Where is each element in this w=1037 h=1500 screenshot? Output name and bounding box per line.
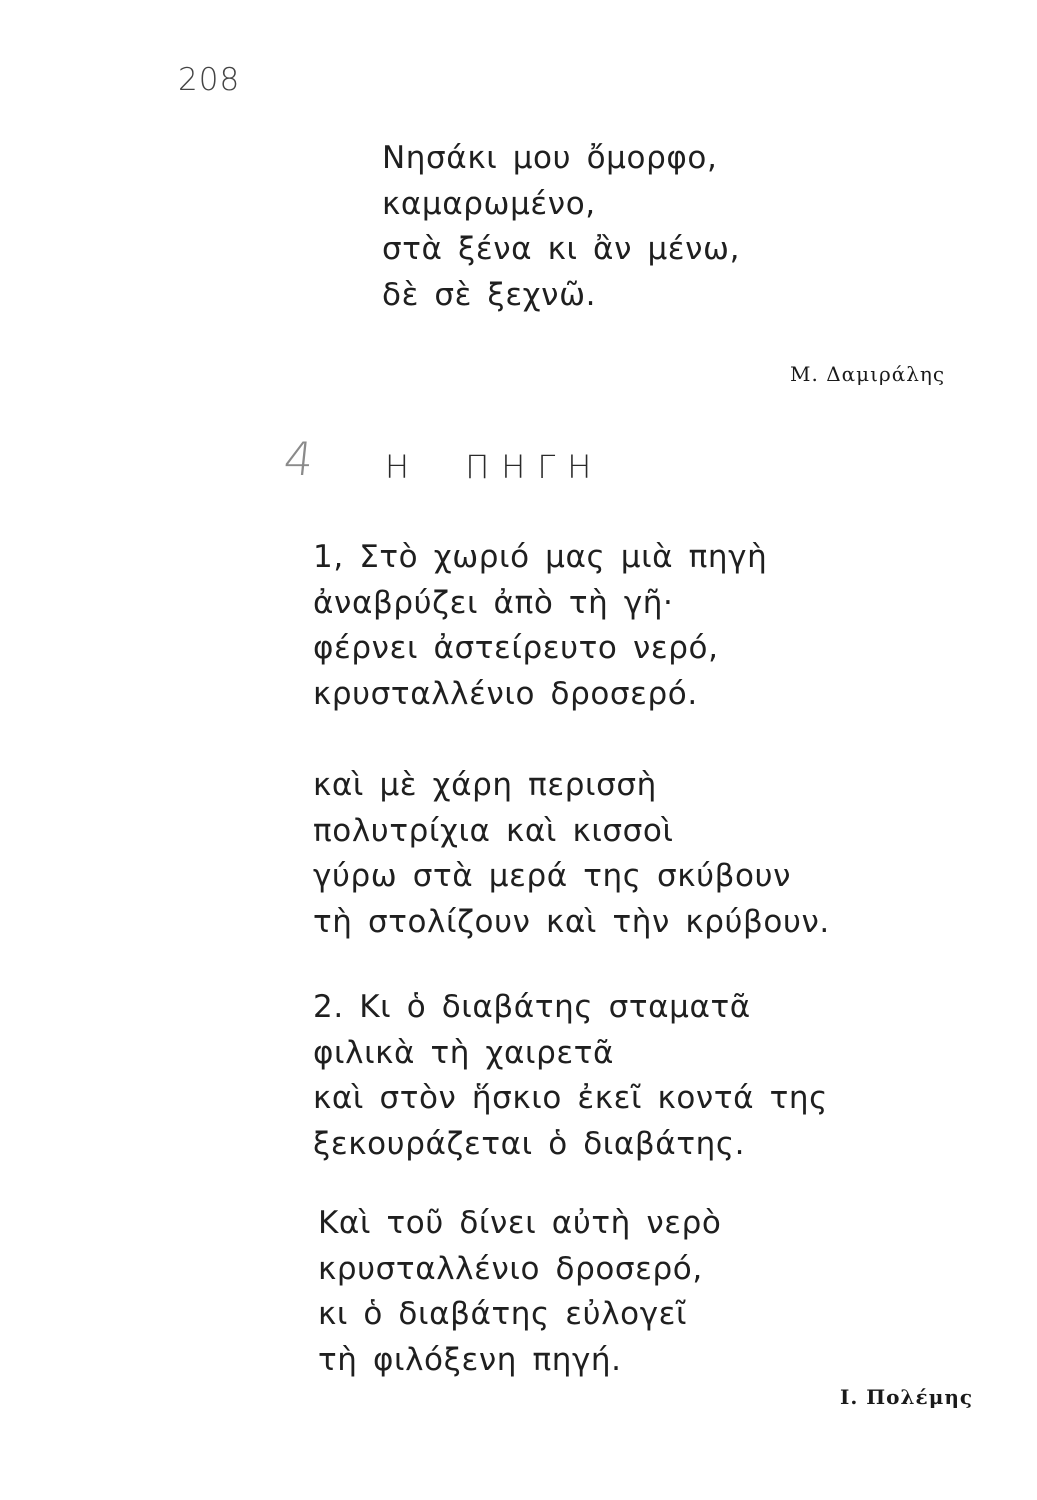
poem-title: Η ΠΗΓΗ	[385, 448, 604, 486]
verse-line: καὶ στὸν ἥσκιο ἐκεῖ κοντά της	[313, 1080, 828, 1116]
intro-stanza	[382, 136, 740, 318]
verse-line: στὰ ξένα κι ἂν μένω,	[382, 231, 741, 267]
verse-line: δὲ σὲ ξεχνῶ.	[382, 276, 597, 313]
page-number: 208	[178, 62, 241, 98]
verse-line: τὴ στολίζουν καὶ τὴν κρύβουν.	[313, 903, 830, 940]
verse-line: Καὶ τοῦ δίνει αὐτὴ νερὸ	[318, 1205, 722, 1241]
verse-line: Νησάκι μου ὄμορφο,	[382, 140, 718, 176]
verse-line: καὶ μὲ χάρη περισσὴ	[313, 767, 657, 803]
verse-line: κρυσταλλένιο δροσερό,	[318, 1250, 703, 1287]
verse-line: γύρω στὰ μερά της σκύβουν	[313, 858, 792, 894]
poem-stanza-3	[313, 985, 828, 1167]
poem-stanza-4	[318, 1201, 721, 1383]
poem-stanza-2	[313, 763, 830, 945]
verse-line: φιλικὰ τὴ χαιρετᾶ	[313, 1034, 615, 1071]
verse-line: ξεκουράζεται ὁ διαβάτης.	[313, 1125, 746, 1162]
verse-line: ἀναβρύζει ἀπὸ τὴ γῆ·	[313, 584, 674, 621]
verse-line: κι ὁ διαβάτης εὐλογεῖ	[318, 1296, 688, 1332]
poem-stanza-1	[313, 535, 767, 717]
intro-author: Μ. Δαμιράλης	[790, 362, 946, 386]
verse-line: φέρνει ἀστείρευτο νερό,	[313, 630, 719, 666]
handwritten-mark: 4	[281, 432, 317, 486]
verse-line: κρυσταλλένιο δροσερό.	[313, 675, 698, 712]
verse-line: πολυτρίχια καὶ κισσοὶ	[313, 812, 674, 849]
verse-line: καμαρωμένο,	[382, 185, 596, 222]
verse-line: 1, Στὸ χωριό μας μιὰ πηγὴ	[313, 539, 768, 575]
verse-line: 2. Κι ὁ διαβάτης σταματᾶ	[313, 989, 751, 1025]
poem-author: Ι. Πολέμης	[840, 1385, 974, 1409]
verse-line: τὴ φιλόξενη πηγή.	[318, 1341, 622, 1378]
